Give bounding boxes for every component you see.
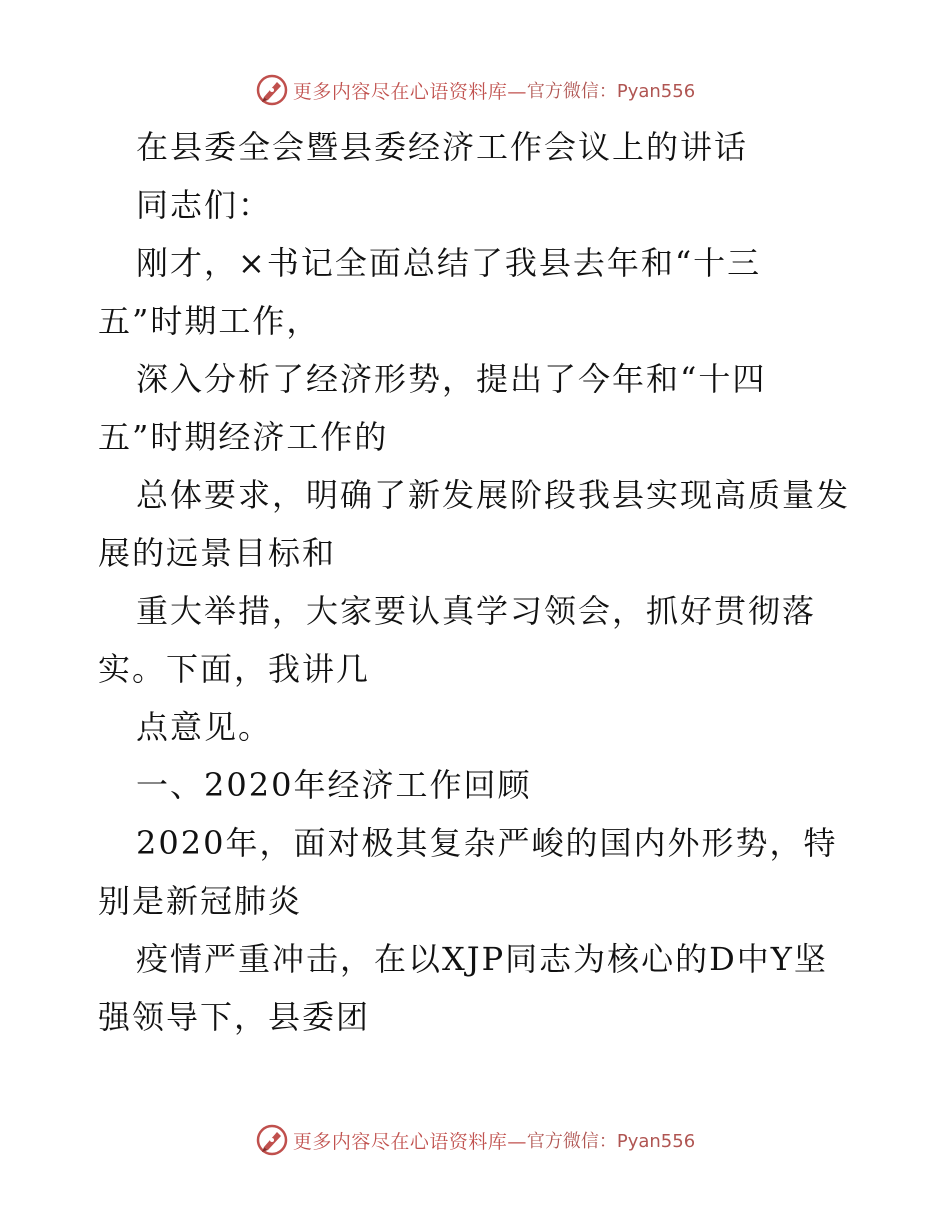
document-title: 在县委全会暨县委经济工作会议上的讲话 xyxy=(136,128,749,166)
paragraph-line: 总体要求，明确了新发展阶段我县实现高质量发 xyxy=(136,476,851,514)
paragraph-line: 五”时期经济工作的 xyxy=(98,418,389,456)
paragraph-line: 实。下面，我讲几 xyxy=(98,650,371,688)
pen-logo-icon xyxy=(255,73,289,107)
salutation: 同志们： xyxy=(136,186,273,224)
document-body xyxy=(98,118,858,1046)
paragraph-line: 点意见。 xyxy=(136,708,273,746)
paragraph-line: 展的远景目标和 xyxy=(98,534,337,572)
paragraph-line: 2020年，面对极其复杂严峻的国内外形势，特 xyxy=(136,824,838,862)
watermark-banner-bottom xyxy=(0,1120,950,1160)
watermark-main-text: 更多内容尽在心语资料库— xyxy=(292,80,527,103)
watermark-sub-text: 官方微信：Pyan556 xyxy=(526,81,696,102)
pen-logo-icon xyxy=(255,1123,289,1157)
paragraph-line: 重大举措，大家要认真学习领会，抓好贯彻落 xyxy=(136,592,817,630)
paragraph-line: 深入分析了经济形势，提出了今年和“十四 xyxy=(136,360,767,398)
paragraph-line: 疫情严重冲击，在以XJP同志为核心的D中Y坚 xyxy=(136,940,828,978)
paragraph-line: 别是新冠肺炎 xyxy=(98,882,303,920)
watermark-sub-text: 官方微信：Pyan556 xyxy=(526,1131,696,1152)
paragraph-line: 强领导下，县委团 xyxy=(98,998,371,1036)
watermark-banner-top xyxy=(0,70,950,110)
paragraph-line: 刚才，×书记全面总结了我县去年和“十三 xyxy=(136,244,762,282)
paragraph-line: 五”时期工作， xyxy=(98,302,321,340)
watermark-main-text: 更多内容尽在心语资料库— xyxy=(292,1130,527,1153)
section-heading: 一、2020年经济工作回顾 xyxy=(136,766,532,804)
